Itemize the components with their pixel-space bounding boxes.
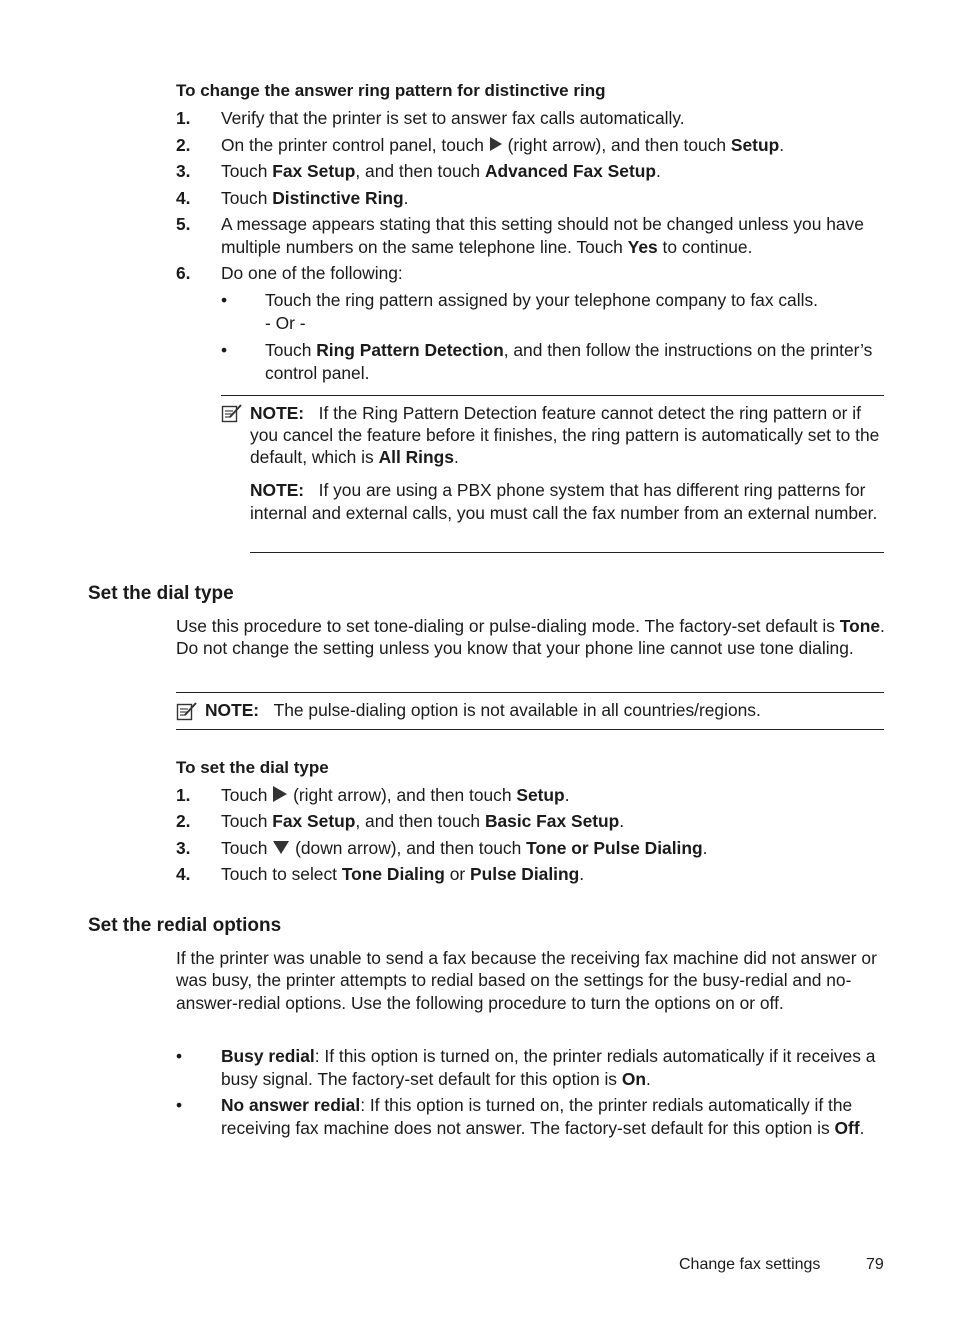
down-arrow-icon: [272, 838, 290, 861]
step-number: 1.: [176, 785, 191, 805]
list-item-text: No answer redial: If this option is turned on, the printer redials automatically if the receiving fax machine does not answer. The factory-set default for this option is Off.: [221, 1095, 865, 1138]
right-arrow-icon: [489, 135, 503, 158]
footer-section-title: Change fax settings: [679, 1256, 821, 1273]
bullet-dot: •: [221, 340, 228, 360]
list-item-text: Busy redial: If this option is turned on, the printer redials automatically if it receives a busy signal. The factory-set default for this option is On.: [221, 1046, 876, 1089]
note-divider-top: [176, 692, 884, 693]
step-text: Touch Distinctive Ring.: [221, 188, 409, 208]
right-arrow-icon: [272, 785, 288, 809]
section-heading-dial-type: Set the dial type: [88, 583, 234, 604]
note-divider-bottom: [176, 729, 884, 730]
procedure-title-dial-type: To set the dial type: [176, 758, 329, 777]
step-number: 3.: [176, 161, 191, 181]
step-text: Touch Fax Setup, and then touch Advanced Fax Setup.: [221, 161, 661, 181]
dial-type-paragraph: Use this procedure to set tone-dialing or pulse-dialing mode. The factory-set default is Tone. Do not change the setting unless you know that your phone line cannot use tone dialing.: [176, 616, 885, 659]
note-pulse-dialing: NOTE: The pulse-dialing option is not available in all countries/regions.: [205, 700, 761, 720]
step-number: 3.: [176, 838, 191, 858]
step-text: Touch (right arrow), and then touch Setup.: [221, 784, 886, 808]
step-text: Touch (down arrow), and then touch Tone or Pulse Dialing.: [221, 837, 886, 861]
step-number: 4.: [176, 188, 191, 208]
note-pbx: NOTE: If you are using a PBX phone system that has different ring patterns for internal and external calls, you must call the fax number from an external number.: [250, 480, 878, 523]
step-text: On the printer control panel, touch (right arrow), and then touch Setup.: [221, 134, 886, 158]
step-text: A message appears stating that this setting should not be changed unless you have multiple numbers on the same telephone line. Touch Yes to continue.: [221, 214, 864, 257]
bullet-dot: •: [176, 1046, 183, 1066]
bullet-dot: •: [176, 1095, 183, 1115]
list-item-text: Touch the ring pattern assigned by your telephone company to fax calls. - Or -: [265, 290, 818, 333]
bullet-dot: •: [221, 290, 228, 310]
step-number: 2.: [176, 811, 191, 831]
step-text: Verify that the printer is set to answer fax calls automatically.: [221, 108, 685, 128]
step-text: Touch Fax Setup, and then touch Basic Fax Setup.: [221, 811, 625, 831]
step-number: 4.: [176, 864, 191, 884]
note-icon: [176, 701, 198, 726]
page-number: 79: [866, 1256, 884, 1273]
redial-paragraph: If the printer was unable to send a fax because the receiving fax machine did not answer or was busy, the printer attempts to redial based on the settings for the busy-redial and no-answer-redial options. Use the following procedure to turn the options on or off.: [176, 948, 877, 1013]
step-number: 5.: [176, 214, 191, 234]
section-heading-redial-options: Set the redial options: [88, 915, 282, 936]
procedure-title-distinctive-ring: To change the answer ring pattern for distinctive ring: [176, 81, 606, 100]
list-item-text: Touch Ring Pattern Detection, and then follow the instructions on the printer’s control panel.: [265, 340, 873, 383]
step-text: Do one of the following:: [221, 263, 403, 283]
note-ring-detection: NOTE: If the Ring Pattern Detection feature cannot detect the ring pattern or if you cancel the feature before it finishes, the ring pattern is automatically set to the default, which is All Rings.: [250, 403, 880, 467]
note-icon: [221, 403, 243, 428]
step-number: 6.: [176, 263, 191, 283]
note-divider-bottom: [250, 552, 884, 553]
step-text: Touch to select Tone Dialing or Pulse Dialing.: [221, 864, 585, 884]
note-divider-top: [221, 395, 884, 396]
step-number: 2.: [176, 135, 191, 155]
step-number: 1.: [176, 108, 191, 128]
